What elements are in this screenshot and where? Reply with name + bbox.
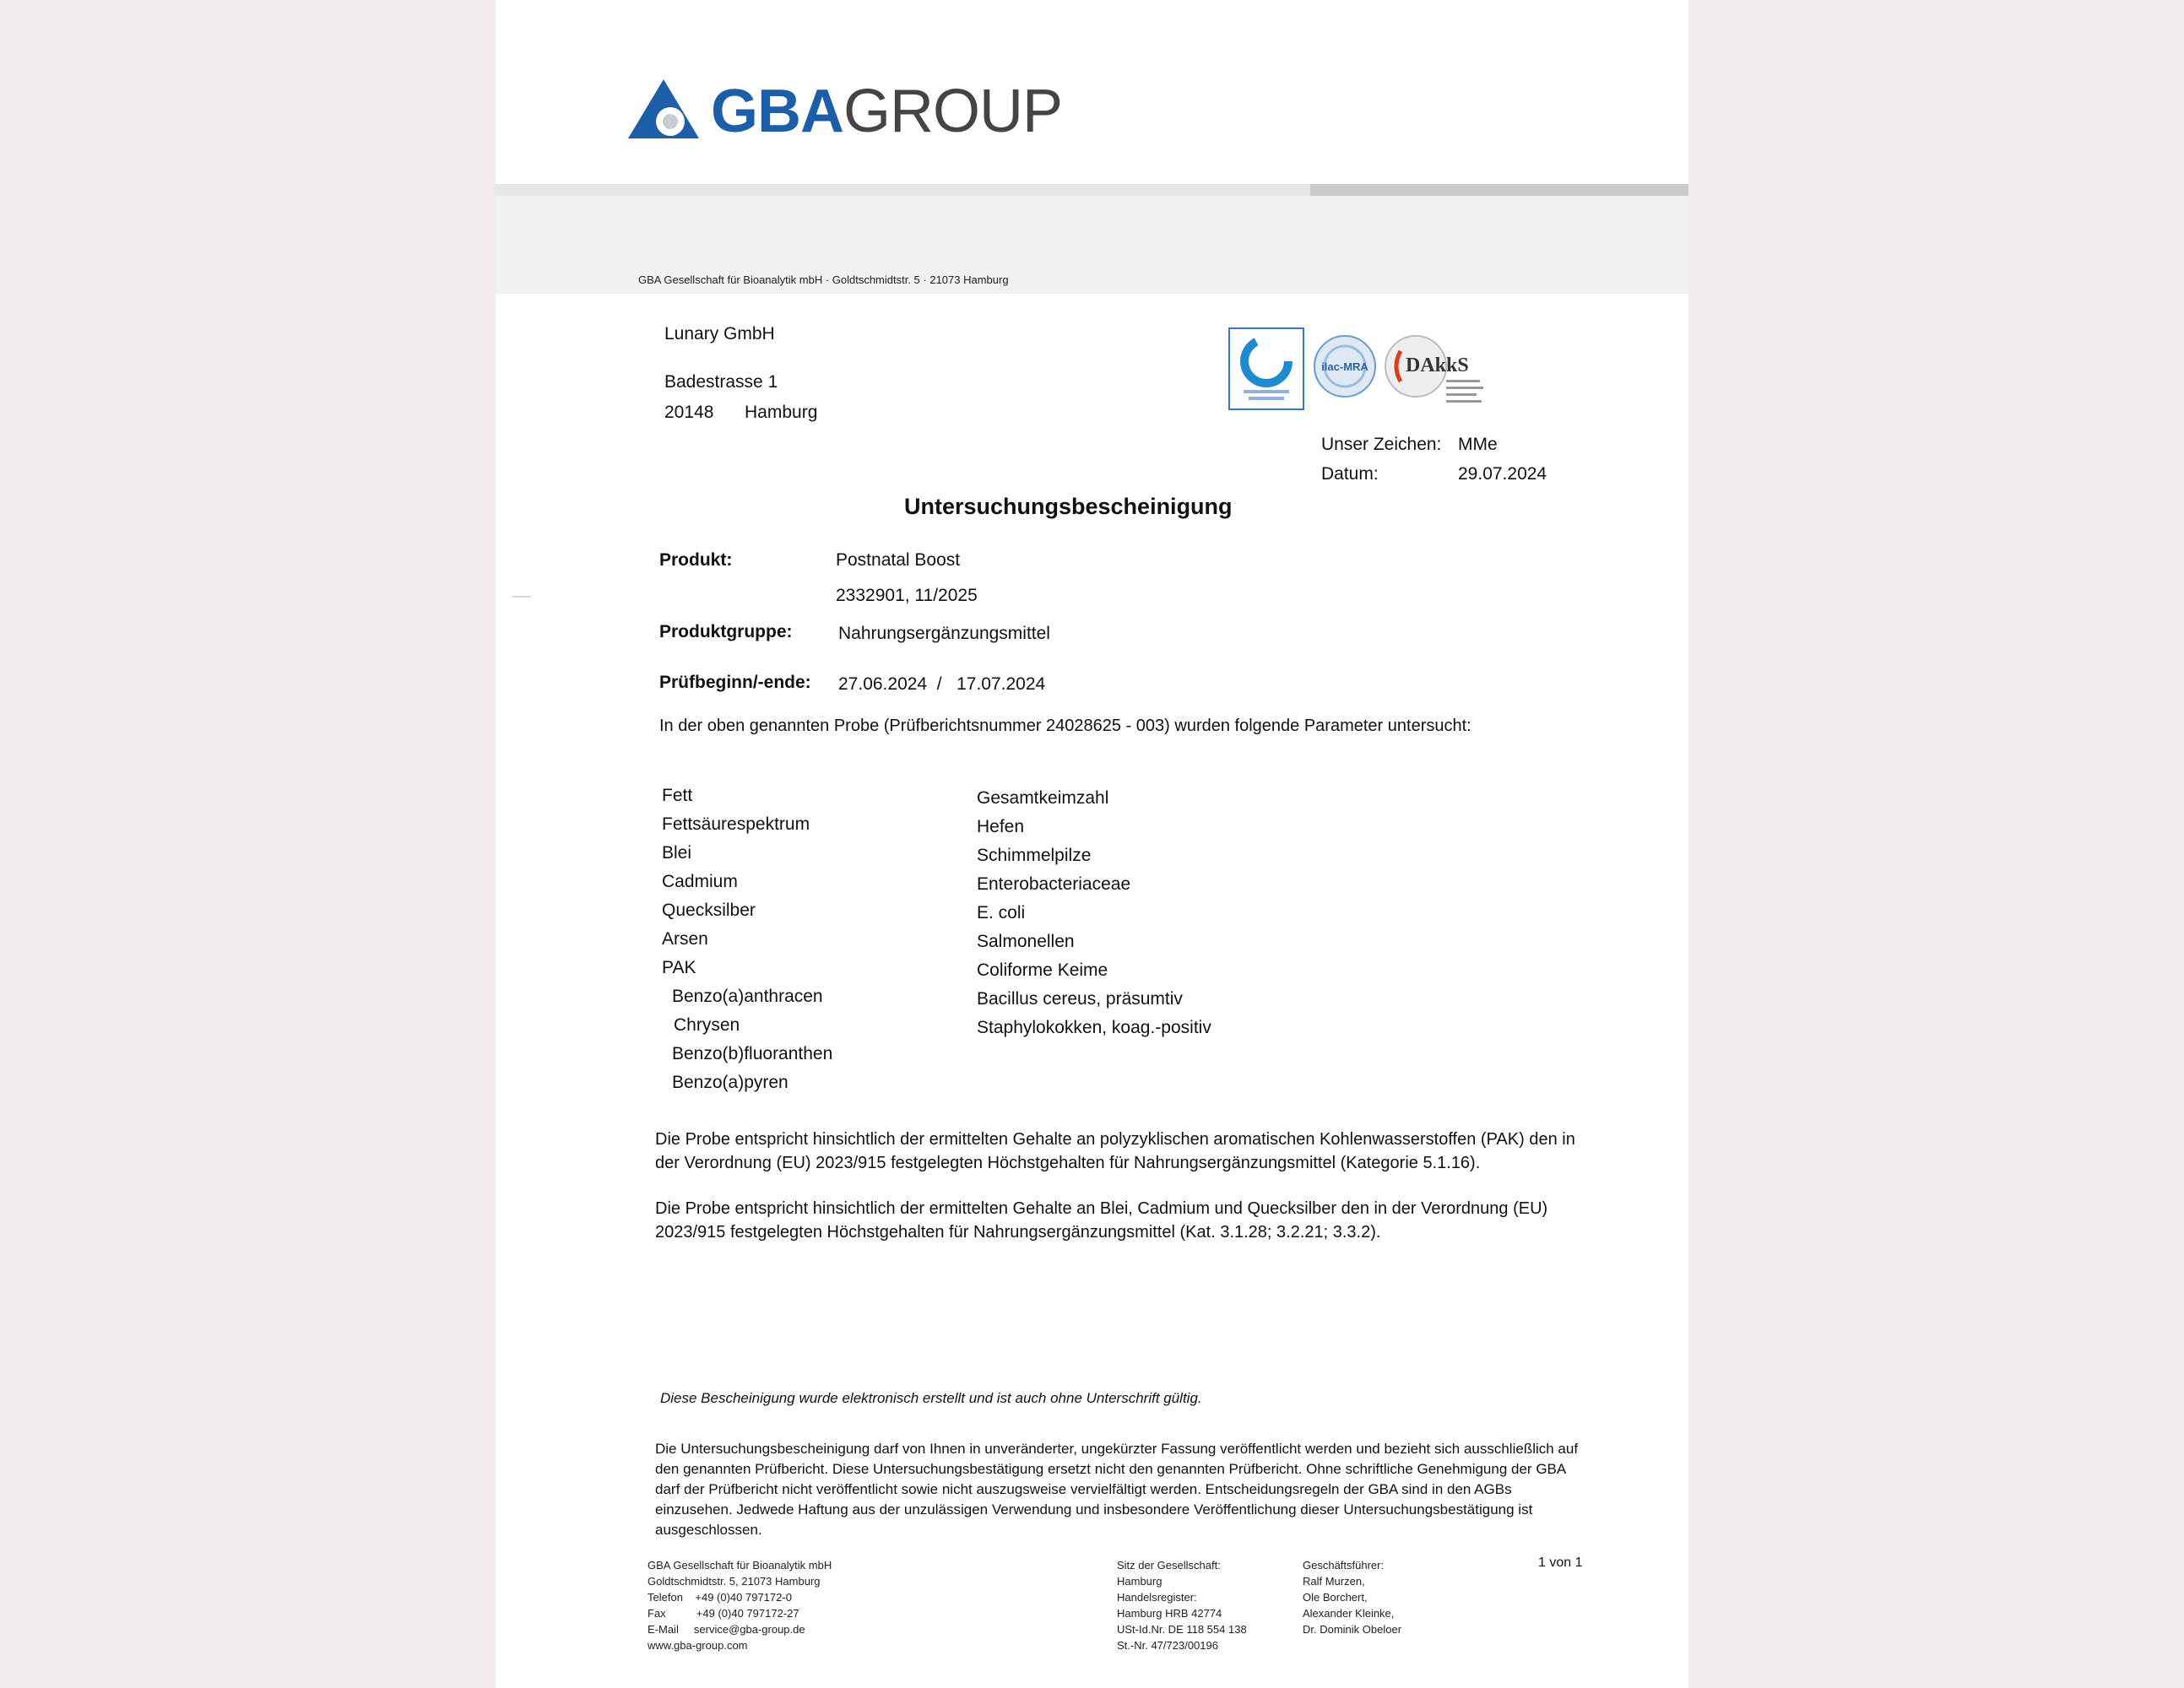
- parameter-item: PAK: [662, 958, 696, 977]
- parameter-item: Coliforme Keime: [977, 960, 1108, 980]
- certification-seal-icon: [1228, 327, 1304, 410]
- parameter-item: Schimmelpilze: [977, 846, 1092, 865]
- parameter-item: Enterobacteriaceae: [977, 874, 1131, 894]
- parameter-item: Arsen: [662, 929, 708, 949]
- parameter-item: E. coli: [977, 903, 1026, 922]
- conclusion-metals: Die Probe entspricht hinsichtlich der ermittelten Gehalte an Blei, Cadmium und Quecksilber den in der Verordnung (EU) 2023/915 festgelegten Höchstgehalten für Nahrungsergänzungsmittel (Kat. 3.1.28; 3.2.21; 3.3.2).: [655, 1199, 1548, 1242]
- dakks-label: DAkkS: [1406, 354, 1469, 376]
- footer-management: Geschäftsführer: Ralf Murzen, Ole Borchert, Alexander Kleinke, Dr. Dominik Obeloer: [1303, 1559, 1402, 1636]
- test-period-label: Prüfbeginn/-ende:: [659, 673, 811, 692]
- product-group-label: Produktgruppe:: [659, 622, 793, 641]
- parameter-item: Staphylokokken, koag.-positiv: [977, 1018, 1211, 1037]
- parameter-item: Chrysen: [674, 1015, 740, 1035]
- footer-company: GBA Gesellschaft für Bioanalytik mbH Goldtschmidtstr. 5, 21073 Hamburg Telefon +49 (0)40 797172-0 Fax +49 (0)40 797172-27 E-Mail service@gba-group.de www.gba-group.com: [648, 1559, 832, 1652]
- parameter-item: Fett: [662, 786, 693, 805]
- dakks-subtext: [1446, 378, 1485, 408]
- product-batch: 2332901, 11/2025: [836, 586, 978, 605]
- parameter-item: Bacillus cereus, präsumtiv: [977, 989, 1183, 1009]
- date-value: 29.07.2024: [1458, 464, 1547, 484]
- sender-line: GBA Gesellschaft für Bioanalytik mbH · Goldtschmidtstr. 5 · 21073 Hamburg: [638, 273, 1009, 286]
- date-label: Datum:: [1321, 464, 1379, 484]
- parameter-list-left: [662, 787, 832, 1102]
- electronic-note: Diese Bescheinigung wurde elektronisch erstellt und ist auch ohne Unterschrift gültig.: [660, 1390, 1202, 1406]
- conclusion-pak: Die Probe entspricht hinsichtlich der ermittelten Gehalte an polyzyklischen aromatischen Kohlenwasserstoffen (PAK) den in der Verordnung (EU) 2023/915 festgelegten Höchstgehalten für Nahrungsergänzungsmittel (Kategorie 5.1.16).: [655, 1130, 1575, 1172]
- parameter-item: Benzo(a)pyren: [672, 1073, 789, 1092]
- parameter-item: Benzo(a)anthracen: [672, 987, 823, 1006]
- recipient-name: Lunary GmbH: [664, 324, 775, 344]
- product-name: Postnatal Boost: [836, 550, 961, 570]
- document-title: Untersuchungsbescheinigung: [904, 494, 1233, 519]
- gba-group-logo: GBAGROUP: [711, 78, 1063, 145]
- recipient-city: Hamburg: [745, 403, 818, 422]
- ilac-mra-logo-icon: [1313, 334, 1377, 398]
- parameter-item: Cadmium: [662, 872, 738, 891]
- ilac-mra-label: ilac-MRA: [1321, 360, 1368, 373]
- test-period-value: 27.06.2024 / 17.07.2024: [838, 674, 1046, 694]
- parameter-item: Salmonellen: [977, 932, 1075, 951]
- product-label: Produkt:: [659, 550, 733, 570]
- parameter-item: Hefen: [977, 817, 1025, 836]
- margin-mark: [512, 596, 531, 598]
- parameter-item: Gesamtkeimzahl: [977, 788, 1109, 808]
- disclaimer: Die Untersuchungsbescheinigung darf von Ihnen in unveränderter, ungekürzter Fassung veröffentlicht werden und bezieht sich ausschließlich auf den genannten Prüfbericht. Diese Untersuchungsbestätigung ersetzt nicht den genannten Prüfbericht. Ohne schriftliche Genehmigung der GBA darf der Prüfbericht nicht veröffentlicht sowie nicht auszugsweise vervielfältigt werden. Entscheidungsregeln der GBA sind in den AGBs einzusehen. Jedwede Haftung aus der unzulässigen Verwendung und insbesondere Veröffentlichung dieser Untersuchungsbestätigung ist ausgeschlossen.: [655, 1441, 1579, 1538]
- parameter-item: Benzo(b)fluoranthen: [672, 1044, 833, 1063]
- document-page: [496, 0, 1688, 1688]
- product-group-value: Nahrungsergänzungsmittel: [838, 624, 1050, 643]
- header-band-accent: [1310, 184, 1688, 196]
- parameter-list-right: [977, 789, 1211, 1047]
- reference-value: MMe: [1458, 435, 1498, 454]
- parameter-item: Blei: [662, 843, 692, 863]
- recipient-street: Badestrasse 1: [664, 372, 778, 392]
- intro-text: In der oben genannten Probe (Prüfberichtsnummer 24028625 - 003) wurden folgende Parameter untersucht:: [659, 717, 1471, 735]
- footer-registry: Sitz der Gesellschaft: Hamburg Handelsregister: Hamburg HRB 42774 USt-Id.Nr. DE 118 554 138 St.-Nr. 47/723/00196: [1117, 1559, 1247, 1652]
- parameter-item: Fettsäurespektrum: [662, 814, 810, 834]
- reference-label: Unser Zeichen:: [1321, 435, 1442, 454]
- parameter-item: Quecksilber: [662, 901, 756, 920]
- gba-logo-icon: [626, 78, 701, 140]
- recipient-zip: 20148: [664, 403, 714, 422]
- page-number: 1 von 1: [1538, 1555, 1583, 1570]
